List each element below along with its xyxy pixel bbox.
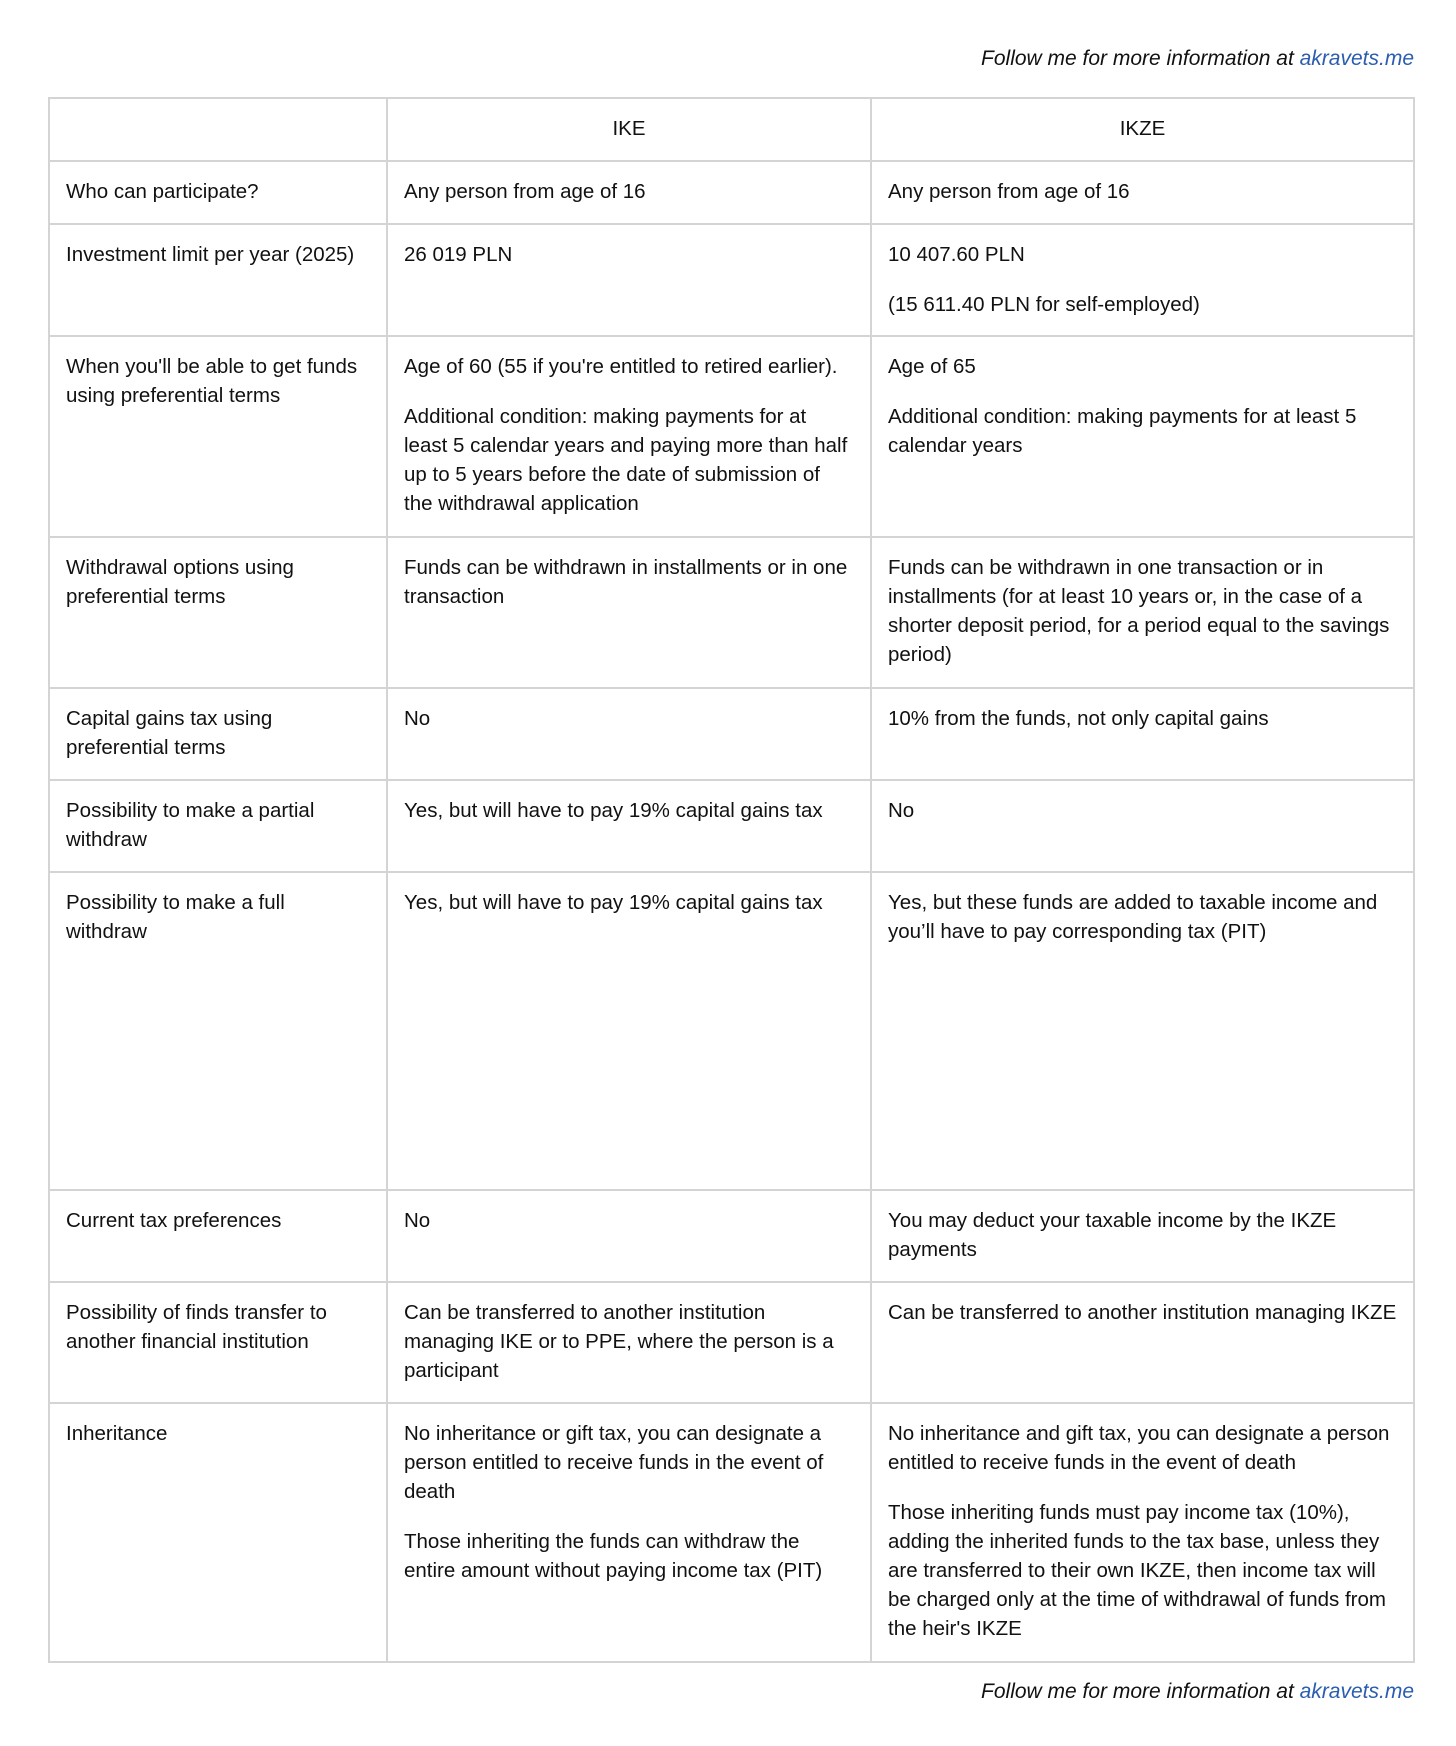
cell-text: 26 019 PLN (404, 243, 513, 266)
cell-text: Yes, but will have to pay 19% capital gains tax (404, 799, 823, 822)
cell-text: Those inheriting the funds can withdraw the entire amount without paying income tax (PIT) (404, 1530, 823, 1582)
row-label: Who can participate? (49, 161, 387, 224)
cell-text: No (404, 1209, 431, 1232)
cell-text: 10% from the funds, not only capital gains (888, 707, 1269, 730)
table-row (49, 1190, 1414, 1282)
table-row (49, 1403, 1414, 1662)
cell-text: Age of 65 (888, 355, 976, 378)
cell-text: (15 611.40 PLN for self-employed) (888, 293, 1200, 316)
ike-cell (387, 1403, 871, 1662)
cell-text: Yes, but these funds are added to taxable income and you’ll have to pay corresponding tax (PIT) (888, 891, 1378, 943)
table-row (49, 1282, 1414, 1403)
ikze-cell (871, 688, 1414, 780)
cell-text: Funds can be withdrawn in one transaction or in installments (for at least 10 years or, in the case of a shorter deposit period, for a period equal to the savings period) (888, 556, 1390, 666)
ike-cell (387, 1282, 871, 1403)
cell-text: Can be transferred to another institution managing IKZE (888, 1301, 1397, 1324)
row-label: When you'll be able to get funds using preferential terms (49, 336, 387, 537)
ike-cell (387, 224, 871, 336)
ike-cell (387, 537, 871, 688)
table-row (49, 161, 1414, 224)
ikze-cell (871, 872, 1414, 1190)
cell-text: No (404, 707, 431, 730)
cell-text: Age of 60 (55 if you're entitled to retired earlier). (404, 355, 838, 378)
table-row (49, 780, 1414, 872)
table-header-row (49, 98, 1414, 161)
table-row (49, 872, 1414, 1190)
website-link[interactable]: akravets.me (1299, 47, 1414, 70)
row-label: Inheritance (49, 1403, 387, 1662)
comparison-table (48, 97, 1415, 1663)
row-label: Investment limit per year (2025) (49, 224, 387, 336)
row-label: Possibility of finds transfer to another financial institution (49, 1282, 387, 1403)
cell-text: Any person from age of 16 (404, 180, 646, 203)
ikze-cell (871, 780, 1414, 872)
ikze-cell (871, 224, 1414, 336)
ikze-cell (871, 537, 1414, 688)
row-label: Possibility to make a partial withdraw (49, 780, 387, 872)
ikze-cell (871, 336, 1414, 537)
follow-text: Follow me for more information at (981, 1680, 1300, 1703)
cell-text: Additional condition: making payments for at least 5 calendar years and paying more than half up to 5 years before the date of submission of the withdrawal application (404, 405, 848, 515)
website-link[interactable]: akravets.me (1299, 1680, 1414, 1703)
ikze-cell (871, 1282, 1414, 1403)
header-ike: IKE (387, 98, 871, 161)
header-empty (49, 98, 387, 161)
cell-text: You may deduct your taxable income by the IKZE payments (888, 1209, 1337, 1261)
row-label: Withdrawal options using preferential terms (49, 537, 387, 688)
ikze-cell (871, 1190, 1414, 1282)
table-row (49, 688, 1414, 780)
cell-text: Can be transferred to another institution managing IKE or to PPE, where the person is a participant (404, 1301, 834, 1382)
table-row (49, 537, 1414, 688)
ike-cell (387, 336, 871, 537)
table-row (49, 224, 1414, 336)
cell-text: No inheritance and gift tax, you can designate a person entitled to receive funds in the event of death (888, 1422, 1390, 1474)
cell-text: 10 407.60 PLN (888, 243, 1025, 266)
row-label: Capital gains tax using preferential terms (49, 688, 387, 780)
follow-text: Follow me for more information at (981, 47, 1300, 70)
cell-text: Yes, but will have to pay 19% capital gains tax (404, 891, 823, 914)
cell-text: Additional condition: making payments for at least 5 calendar years (888, 405, 1357, 457)
cell-text: Those inheriting funds must pay income tax (10%), adding the inherited funds to the tax base, unless they are transferred to their own IKZE, then income tax will be charged only at the time of withdrawal of funds from the heir's IKZE (888, 1501, 1386, 1640)
ike-cell (387, 161, 871, 224)
cell-text: No inheritance or gift tax, you can designate a person entitled to receive funds in the event of death (404, 1422, 824, 1503)
cell-text: No (888, 799, 915, 822)
ike-cell (387, 872, 871, 1190)
ikze-cell (871, 1403, 1414, 1662)
cell-text: Any person from age of 16 (888, 180, 1130, 203)
cell-text: Funds can be withdrawn in installments or in one transaction (404, 556, 848, 608)
header-ikze: IKZE (871, 98, 1414, 161)
ike-cell (387, 688, 871, 780)
ikze-cell (871, 161, 1414, 224)
row-label: Possibility to make a full withdraw (49, 872, 387, 1190)
ike-cell (387, 1190, 871, 1282)
ike-cell (387, 780, 871, 872)
row-label: Current tax preferences (49, 1190, 387, 1282)
table-row (49, 336, 1414, 537)
follow-note-top (981, 47, 1414, 71)
follow-note-bottom (981, 1680, 1414, 1704)
